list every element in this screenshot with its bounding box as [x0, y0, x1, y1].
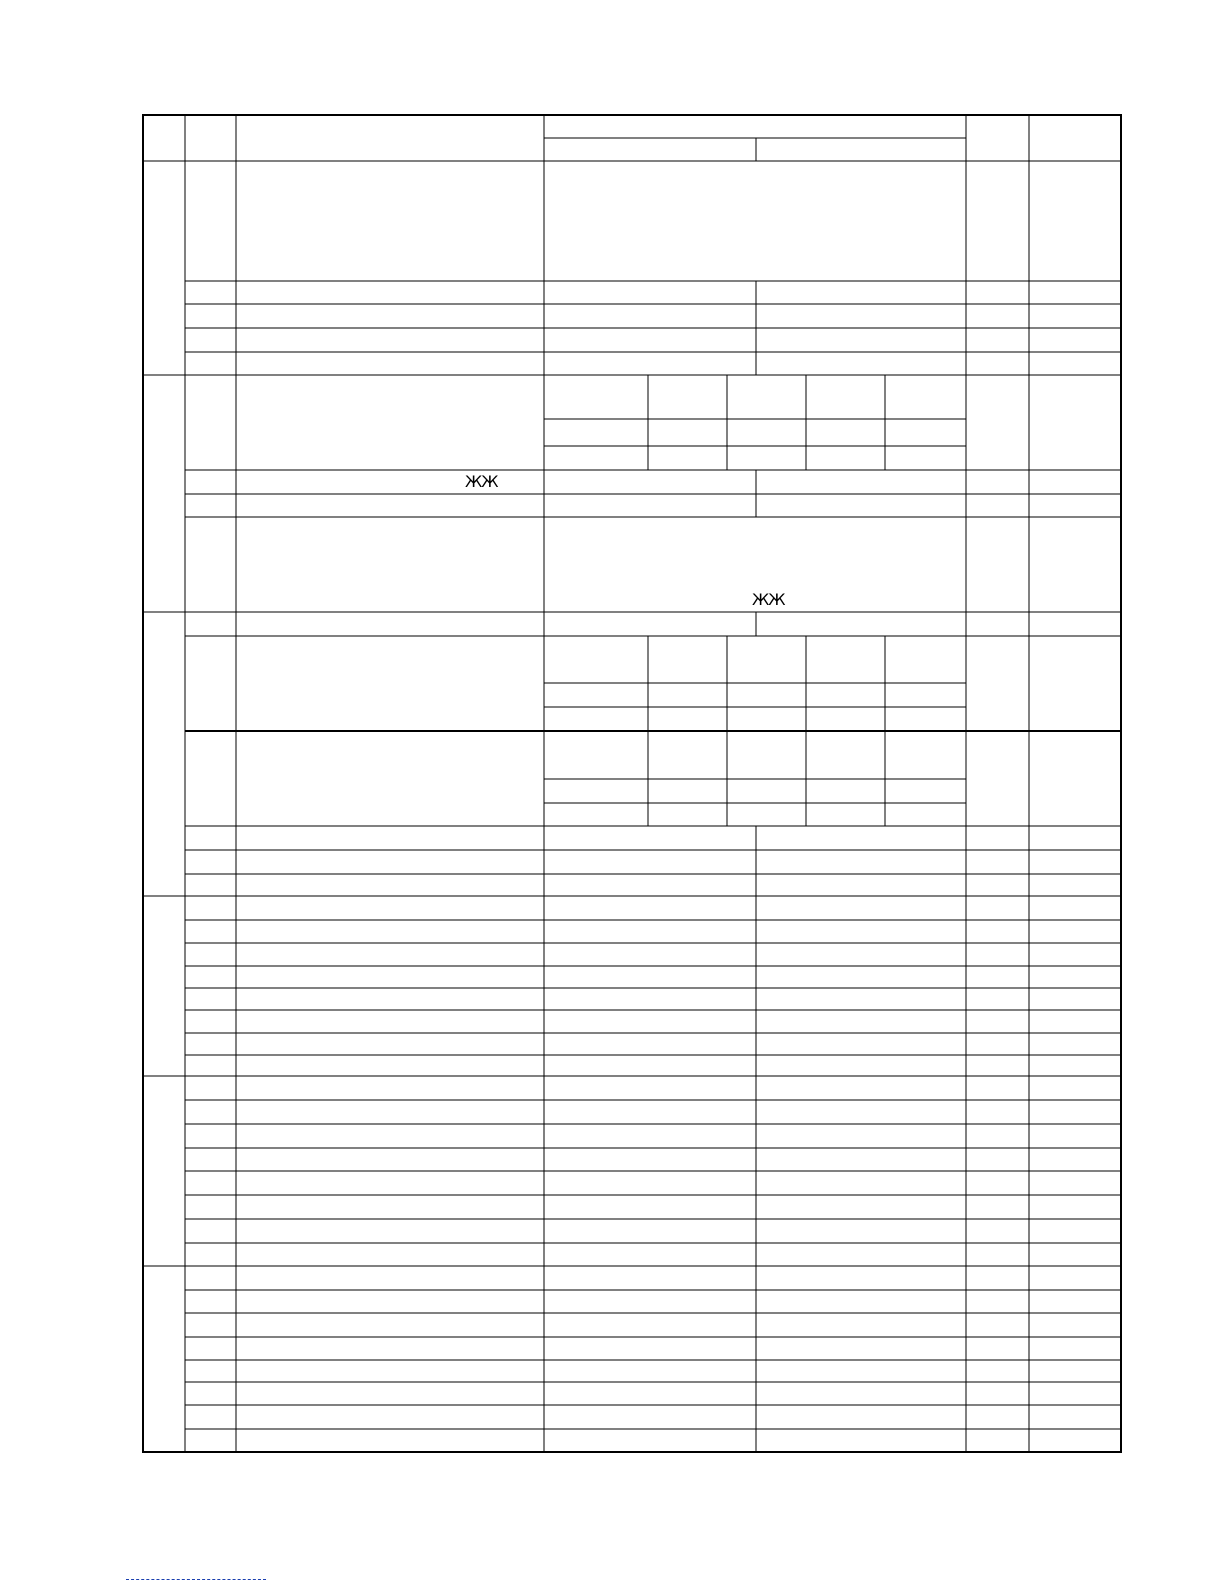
note-mark-2: ЖЖ: [752, 590, 785, 609]
table-frame: [143, 115, 1121, 1452]
footer-link-underline: [126, 1579, 266, 1580]
note-mark-1: ЖЖ: [465, 472, 498, 491]
